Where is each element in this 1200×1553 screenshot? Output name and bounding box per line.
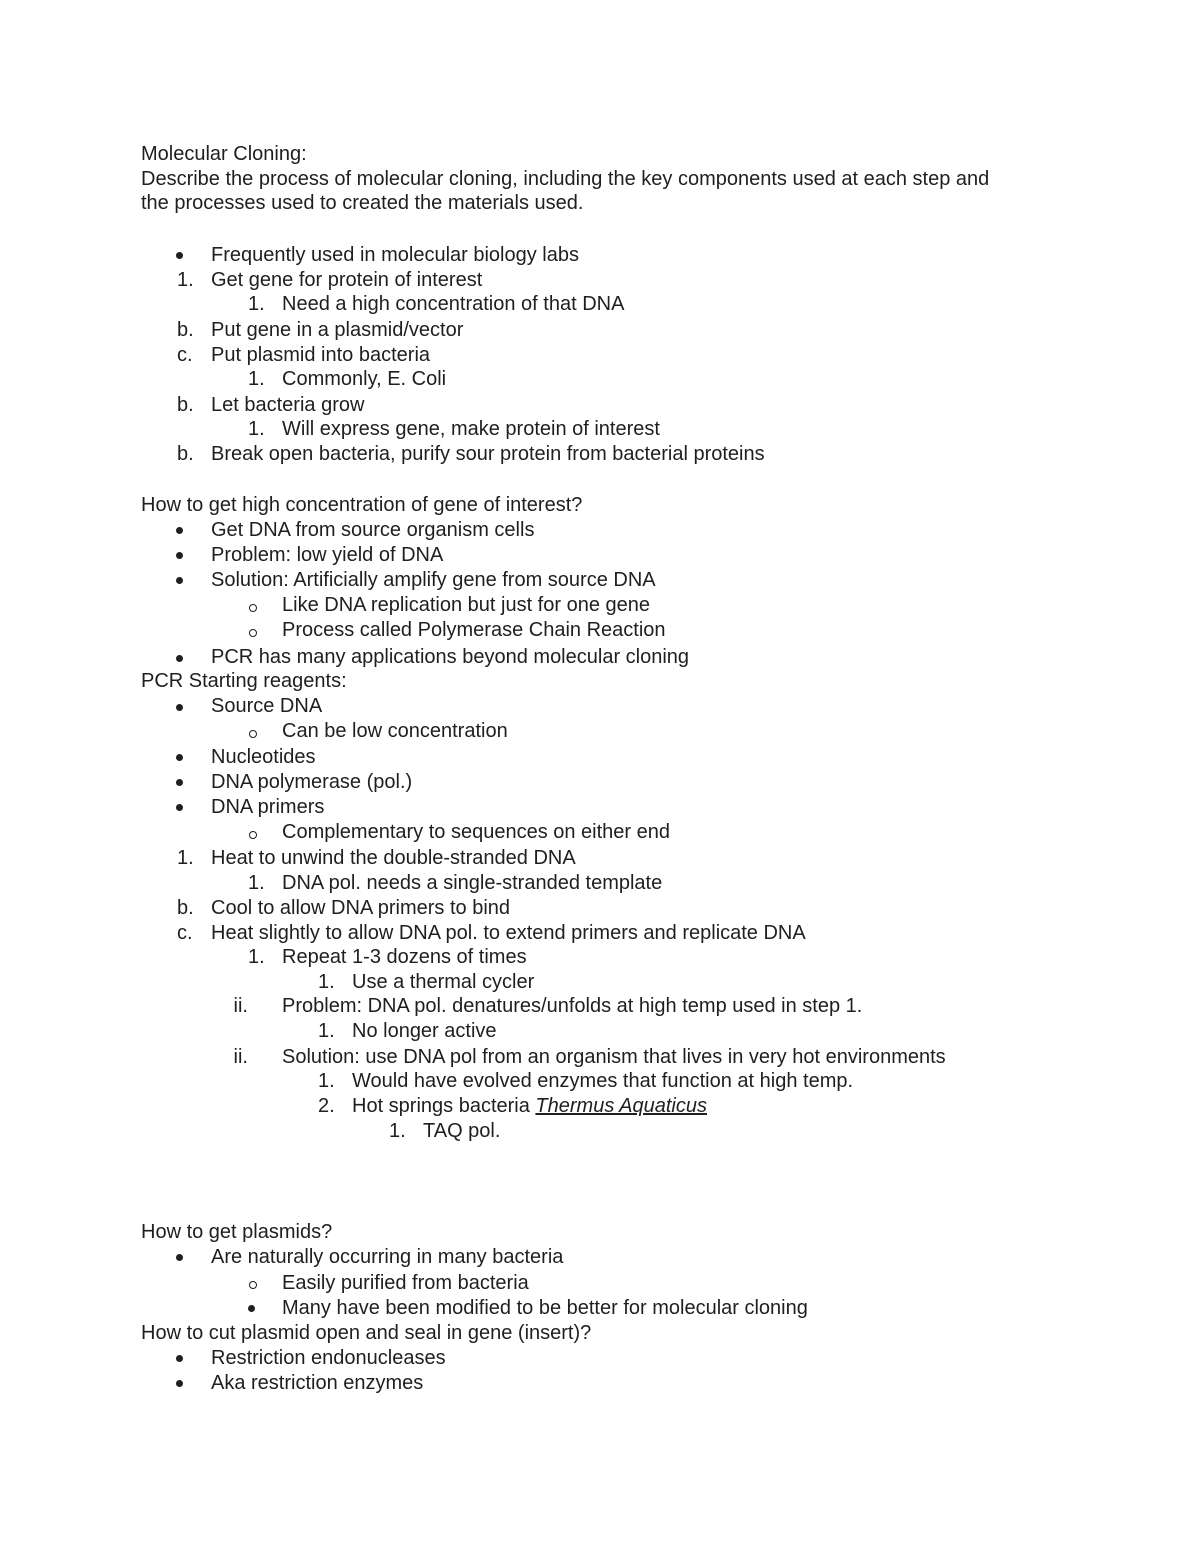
list-item: TAQ pol.	[423, 1120, 501, 1142]
list-item: Let bacteria grow	[211, 394, 365, 416]
list-item: Get DNA from source organism cells	[211, 519, 535, 541]
list-item: Can be low concentration	[282, 720, 508, 742]
list-item: Commonly, E. Coli	[282, 368, 447, 390]
list-item: Problem: low yield of DNA	[211, 544, 444, 566]
list-item: Complementary to sequences on either end	[282, 821, 671, 843]
list-item: Repeat 1-3 dozens of times	[282, 946, 527, 968]
bullet-icon	[176, 527, 183, 534]
list-item: Are naturally occurring in many bacteria	[211, 1246, 564, 1268]
bullet-icon	[176, 655, 183, 662]
list-marker: 1.	[318, 1020, 335, 1042]
circle-bullet-icon	[249, 629, 257, 637]
list-item: Problem: DNA pol. denatures/unfolds at high temp used in step 1.	[282, 995, 863, 1017]
list-marker: 1.	[248, 418, 265, 440]
list-marker: 1.	[248, 946, 265, 968]
list-marker: 1.	[177, 269, 194, 291]
list-item-text: Hot springs bacteria	[352, 1095, 536, 1117]
list-marker: 1.	[177, 847, 194, 869]
circle-bullet-icon	[249, 1281, 257, 1289]
list-item: Will express gene, make protein of interest	[282, 418, 660, 440]
list-marker: b.	[177, 394, 194, 416]
bullet-icon	[176, 252, 183, 259]
list-marker: 1.	[248, 368, 265, 390]
section-heading: How to get high concentration of gene of interest?	[141, 494, 583, 516]
list-item: Put gene in a plasmid/vector	[211, 319, 464, 341]
list-item: Process called Polymerase Chain Reaction	[282, 619, 666, 641]
bullet-icon	[176, 704, 183, 711]
list-item: Would have evolved enzymes that function at high temp.	[352, 1070, 854, 1092]
list-item: Cool to allow DNA primers to bind	[211, 897, 511, 919]
list-item: PCR has many applications beyond molecular cloning	[211, 646, 690, 668]
list-marker: 1.	[248, 293, 265, 315]
circle-bullet-icon	[249, 831, 257, 839]
bullet-icon	[176, 754, 183, 761]
bullet-icon	[176, 577, 183, 584]
list-item: Use a thermal cycler	[352, 971, 535, 993]
list-item: Frequently used in molecular biology labs	[211, 244, 579, 266]
bullet-icon	[176, 779, 183, 786]
list-marker: 1.	[389, 1120, 406, 1142]
list-item: DNA polymerase (pol.)	[211, 771, 413, 793]
circle-bullet-icon	[249, 604, 257, 612]
bullet-icon	[176, 552, 183, 559]
prompt-line: Describe the process of molecular cloning, including the key components used at each step and	[141, 168, 990, 190]
list-marker: 1.	[318, 971, 335, 993]
list-item: Source DNA	[211, 695, 323, 717]
list-item: Break open bacteria, purify sour protein from bacterial proteins	[211, 443, 765, 465]
list-item: Heat to unwind the double-stranded DNA	[211, 847, 576, 869]
list-marker: b.	[177, 443, 194, 465]
list-item	[352, 1094, 707, 1118]
section-heading: How to cut plasmid open and seal in gene (insert)?	[141, 1322, 592, 1344]
document-title: Molecular Cloning:	[141, 143, 307, 165]
list-marker: 1.	[318, 1070, 335, 1092]
bullet-icon	[248, 1305, 255, 1312]
list-marker: ii.	[233, 995, 248, 1017]
list-marker: ii.	[233, 1046, 248, 1068]
list-marker: b.	[177, 897, 194, 919]
list-item: Heat slightly to allow DNA pol. to extend primers and replicate DNA	[211, 922, 806, 944]
list-item: No longer active	[352, 1020, 497, 1042]
bullet-icon	[176, 1380, 183, 1387]
list-marker: c.	[177, 922, 193, 944]
list-marker: 1.	[248, 872, 265, 894]
prompt-line: the processes used to created the materials used.	[141, 192, 584, 214]
bullet-icon	[176, 1355, 183, 1362]
list-item: Many have been modified to be better for molecular cloning	[282, 1297, 808, 1319]
list-item: Get gene for protein of interest	[211, 269, 483, 291]
bullet-icon	[176, 1254, 183, 1261]
list-item: Need a high concentration of that DNA	[282, 293, 625, 315]
list-item: DNA pol. needs a single-stranded template	[282, 872, 663, 894]
list-item: Put plasmid into bacteria	[211, 344, 431, 366]
list-item: Solution: use DNA pol from an organism that lives in very hot environments	[282, 1046, 946, 1068]
species-name: Thermus Aquaticus	[535, 1095, 707, 1117]
section-heading: PCR Starting reagents:	[141, 670, 347, 692]
list-item: Solution: Artificially amplify gene from source DNA	[211, 569, 656, 591]
section-heading: How to get plasmids?	[141, 1221, 333, 1243]
list-marker: b.	[177, 319, 194, 341]
list-item: DNA primers	[211, 796, 325, 818]
list-item: Aka restriction enzymes	[211, 1372, 424, 1394]
circle-bullet-icon	[249, 730, 257, 738]
list-marker: 2.	[318, 1095, 335, 1117]
list-item: Nucleotides	[211, 746, 316, 768]
list-item: Like DNA replication but just for one gene	[282, 594, 650, 616]
list-item: Restriction endonucleases	[211, 1347, 446, 1369]
bullet-icon	[176, 804, 183, 811]
list-item: Easily purified from bacteria	[282, 1272, 529, 1294]
list-marker: c.	[177, 344, 193, 366]
